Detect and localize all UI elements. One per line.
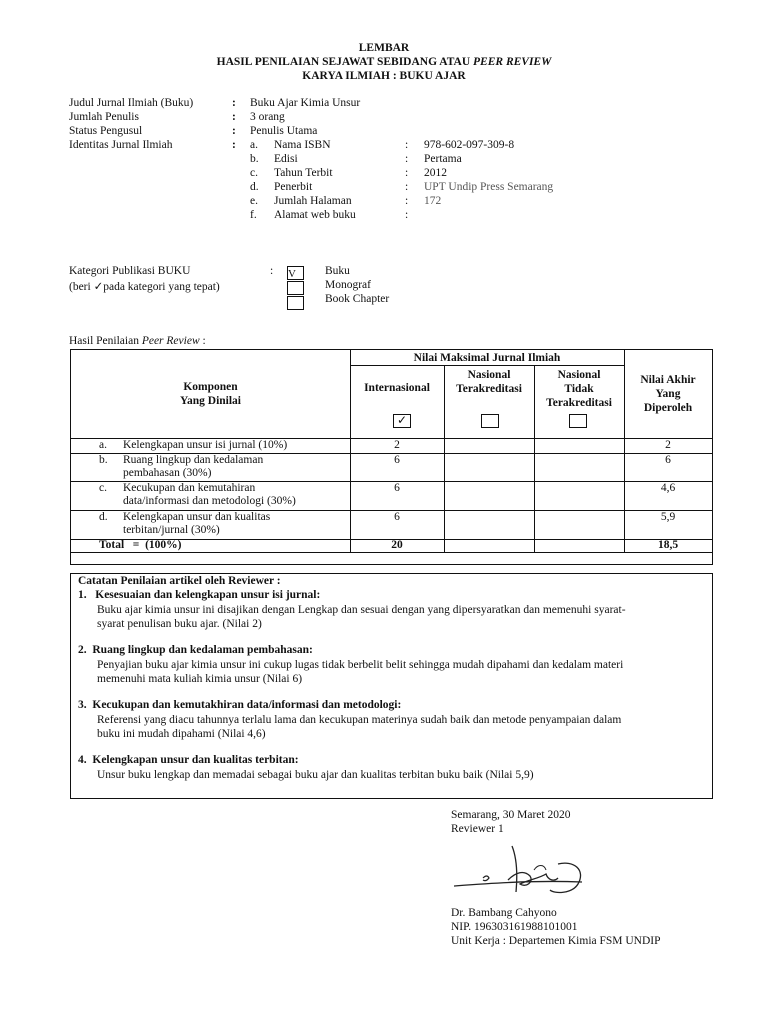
col-komponen-line2: Yang Dinilai [179, 395, 242, 407]
col-nilai-maks: Nilai Maksimal Jurnal Ilmiah [413, 352, 561, 364]
jumlah-value: 3 orang [250, 111, 285, 123]
header-title-italic: PEER REVIEW [473, 56, 552, 68]
kategori-option-buku: Buku [325, 265, 350, 277]
row-c-line1: Kecukupan dan kemutahiran [123, 482, 256, 494]
identitas-colon-f: : [405, 209, 409, 221]
signature-role: Reviewer 1 [451, 823, 504, 835]
identitas-colon-d: : [405, 181, 409, 193]
nasional-tidak-terakreditasi-checkbox[interactable] [569, 414, 587, 428]
row-d-max: 6 [394, 511, 400, 523]
note-3-title: 3. Kecukupan dan kemutakhiran data/informasi dan metodologi: [78, 699, 402, 711]
identitas-value-a: 978-602-097-309-8 [424, 139, 515, 151]
signature-unit: Unit Kerja : Departemen Kimia FSM UNDIP [451, 935, 661, 947]
nasional-terakreditasi-checkbox[interactable] [481, 414, 499, 428]
row-a-akhir: 2 [665, 439, 671, 451]
kategori-option-bookchapter: Book Chapter [325, 293, 390, 305]
header-title-prefix: HASIL PENILAIAN SEJAWAT SEBIDANG ATAU [216, 56, 474, 68]
kategori-colon: : [270, 265, 274, 277]
identitas-colon-b: : [405, 153, 409, 165]
row-total-max: 20 [391, 539, 403, 551]
note-1-line2: syarat penulisan buku ajar. (Nilai 2) [97, 618, 262, 630]
row-a-letter: a. [99, 439, 107, 451]
identitas-letter-a: a. [250, 139, 258, 151]
identitas-letter-c: c. [250, 167, 258, 179]
judul-value: Buku Ajar Kimia Unsur [250, 97, 361, 109]
status-colon: : [232, 125, 236, 137]
col-nasional-terakreditasi [444, 368, 534, 396]
header-lembar: LEMBAR [358, 42, 410, 54]
row-d-line2: terbitan/jurnal (30%) [123, 524, 220, 536]
col-nasional-tidak-line1: Nasional [557, 369, 601, 381]
handwritten-signature [450, 840, 600, 902]
identitas-value-b: Pertama [424, 153, 462, 165]
identitas-colon-c: : [405, 167, 409, 179]
note-1-line1: Buku ajar kimia unsur ini disajikan dengan Lengkap dan sesuai dengan yang dipersyaratkan dan memenuhi syarat- [97, 604, 626, 616]
status-value: Penulis Utama [250, 125, 318, 137]
row-d-akhir: 5,9 [660, 511, 676, 523]
kategori-checkbox-monograf[interactable] [287, 281, 304, 295]
identitas-label: Identitas Jurnal Ilmiah [69, 139, 173, 151]
row-a-label: Kelengkapan unsur isi jurnal (10%) [123, 439, 288, 451]
note-3-line1: Referensi yang diacu tahunnya terlalu lama dan kecukupan materinya sudah baik dan metode penyampaian dalam [97, 714, 622, 726]
judul-label: Judul Jurnal Ilmiah (Buku) [69, 97, 194, 109]
kategori-label: Kategori Publikasi BUKU [69, 265, 191, 277]
note-4-title: 4. Kelengkapan unsur dan kualitas terbitan: [78, 754, 299, 766]
row-c-label [123, 482, 296, 508]
internasional-check-icon: ✓ [397, 413, 408, 427]
note-2-line1: Penyajian buku ajar kimia unsur ini cukup lugas tidak berbelit belit sehingga mudah dipahami dan kedalam materi [97, 659, 624, 671]
signature-nip: NIP. 196303161988101001 [451, 921, 578, 933]
identitas-value-e: 172 [424, 195, 442, 207]
row-b-label [123, 454, 263, 480]
row-total-label: Total = (100%) [99, 539, 182, 551]
signature-place-date: Semarang, 30 Maret 2020 [451, 809, 571, 821]
col-nasional-terakreditasi-line1: Nasional [467, 369, 511, 381]
signature-name: Dr. Bambang Cahyono [451, 907, 557, 919]
identitas-label-b: Edisi [274, 153, 298, 165]
identitas-letter-e: e. [250, 195, 258, 207]
header-subtitle: KARYA ILMIAH : BUKU AJAR [302, 70, 466, 82]
header-title [0, 56, 768, 68]
col-komponen [71, 380, 350, 408]
row-a-max: 2 [394, 439, 400, 451]
status-label: Status Pengusul [69, 125, 143, 137]
row-c-letter: c. [99, 482, 107, 494]
col-nasional-tidak-line3: Terakreditasi [546, 397, 612, 409]
table-hline [71, 552, 712, 553]
identitas-colon: : [232, 139, 236, 151]
kategori-check-v: V [288, 268, 296, 280]
identitas-letter-f: f. [250, 209, 257, 221]
table-caption [69, 335, 206, 347]
table-caption-italic: Peer Review [141, 335, 200, 347]
identitas-letter-b: b. [250, 153, 259, 165]
note-4-line1: Unsur buku lengkap dan memadai sebagai buku ajar dan kualitas terbitan buku baik (Nilai 5,9) [97, 769, 534, 781]
kategori-hint: (beri ✓pada kategori yang tepat) [69, 281, 220, 293]
identitas-label-a: Nama ISBN [274, 139, 331, 151]
identitas-colon-a: : [405, 139, 409, 151]
row-d-label [123, 511, 270, 537]
col-nilai-akhir-line3: Diperoleh [643, 402, 693, 414]
kategori-checkbox-bookchapter[interactable] [287, 296, 304, 310]
col-nilai-akhir [624, 373, 712, 415]
row-c-akhir: 4,6 [660, 482, 676, 494]
notes-heading: Catatan Penilaian artikel oleh Reviewer : [78, 575, 281, 587]
note-1-title: 1. Kesesuaian dan kelengkapan unsur isi jurnal: [78, 589, 321, 601]
row-total-akhir: 18,5 [657, 539, 679, 551]
note-3-line2: buku ini mudah dipahami (Nilai 4,6) [97, 728, 266, 740]
row-c-line2: data/informasi dan metodologi (30%) [123, 495, 296, 507]
note-2-title: 2. Ruang lingkup dan kedalaman pembahasan: [78, 644, 313, 656]
jumlah-label: Jumlah Penulis [69, 111, 139, 123]
reviewer-notes [70, 573, 713, 799]
col-nasional-tidak-line2: Tidak [564, 383, 594, 395]
row-d-letter: d. [99, 511, 108, 523]
col-nasional-terakreditasi-line2: Terakreditasi [456, 383, 522, 395]
note-2-line2: memenuhi mata kuliah kimia unsur (Nilai 6) [97, 673, 303, 685]
identitas-value-c: 2012 [424, 167, 447, 179]
row-d-line1: Kelengkapan unsur dan kualitas [123, 511, 271, 523]
col-nasional-tidak-terakreditasi [534, 368, 624, 410]
row-b-line2: pembahasan (30%) [123, 467, 212, 479]
col-nilai-akhir-line1: Nilai Akhir [640, 374, 696, 386]
col-nilai-akhir-line2: Yang [655, 388, 681, 400]
review-table [70, 349, 713, 565]
row-b-line1: Ruang lingkup dan kedalaman [123, 454, 264, 466]
table-hline [350, 365, 624, 366]
identitas-label-c: Tahun Terbit [274, 167, 333, 179]
col-internasional: Internasional [364, 382, 430, 394]
table-caption-prefix: Hasil Penilaian [69, 335, 142, 347]
table-caption-suffix: : [199, 335, 206, 347]
identitas-label-d: Penerbit [274, 181, 313, 193]
judul-colon: : [232, 97, 236, 109]
identitas-letter-d: d. [250, 181, 259, 193]
identitas-colon-e: : [405, 195, 409, 207]
identitas-label-e: Jumlah Halaman [274, 195, 352, 207]
kategori-option-monograf: Monograf [325, 279, 371, 291]
row-b-akhir: 6 [665, 454, 671, 466]
row-c-max: 6 [394, 482, 400, 494]
row-b-max: 6 [394, 454, 400, 466]
col-komponen-line1: Komponen [183, 381, 238, 393]
identitas-label-f: Alamat web buku [274, 209, 356, 221]
identitas-value-d: UPT Undip Press Semarang [424, 181, 554, 193]
jumlah-colon: : [232, 111, 236, 123]
row-b-letter: b. [99, 454, 108, 466]
